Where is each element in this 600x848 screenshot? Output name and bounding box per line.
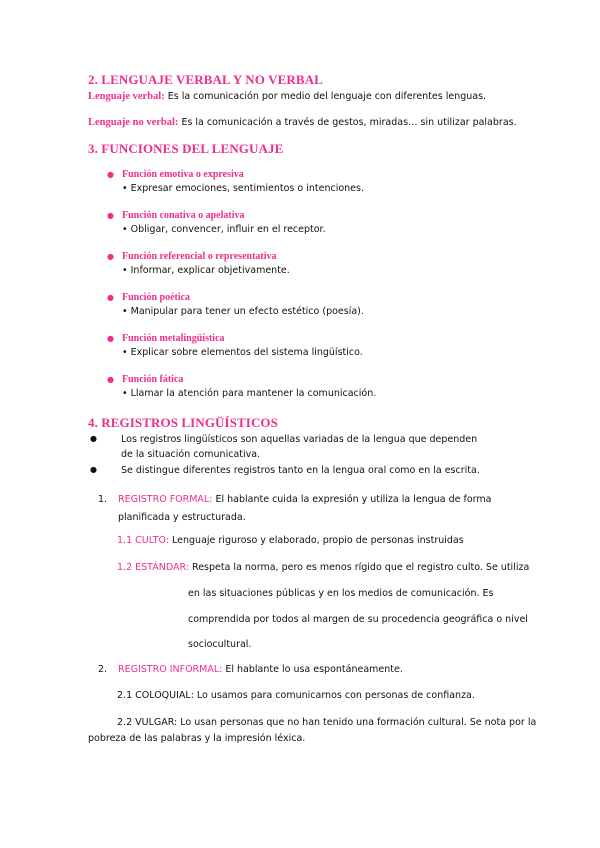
informal-label: REGISTRO INFORMAL: <box>118 664 223 675</box>
section-4-heading: 4. REGISTROS LINGÜÍSTICOS <box>88 415 278 430</box>
bullet-icon: ● <box>107 211 114 220</box>
function-title: Función poética <box>122 292 191 303</box>
informal-text: El hablante lo usa espontáneamente. <box>222 664 403 675</box>
function-desc: • Explicar sobre elementos del sistema lingüístico. <box>122 347 363 358</box>
function-title: Función conativa o apelativa <box>122 210 245 221</box>
bullet-icon: ● <box>90 465 97 474</box>
noverbal-label: Lenguaje no verbal: <box>88 117 179 128</box>
bullet-icon: ● <box>107 293 114 302</box>
culto-line <box>117 535 464 546</box>
function-title: Función fática <box>122 374 184 385</box>
bullet-icon: ● <box>107 252 114 261</box>
function-desc: • Informar, explicar objetivamente. <box>122 265 290 276</box>
estandar-line: comprendida por todos al margen de su procedencia geográfica o nivel <box>188 614 528 625</box>
informal-register <box>118 664 403 675</box>
culto-label: 1.1 CULTO: <box>117 535 170 546</box>
function-title: Función emotiva o expresiva <box>122 169 244 180</box>
noverbal-paragraph <box>88 116 517 130</box>
function-desc: • Expresar emociones, sentimientos o intenciones. <box>122 183 364 194</box>
bullet-icon: ● <box>107 170 114 179</box>
estandar-label: 1.2 ESTÁNDAR: <box>117 562 189 573</box>
bullet-icon: ● <box>107 334 114 343</box>
list-number: 2. <box>98 664 108 675</box>
estandar-line <box>117 562 529 573</box>
formal-label: REGISTRO FORMAL: <box>118 494 213 505</box>
function-desc: • Obligar, convencer, influir en el receptor. <box>122 224 326 235</box>
verbal-text: Es la comunicación por medio del lenguaje con diferentes lenguas. <box>164 91 487 102</box>
bullet-icon: ● <box>107 375 114 384</box>
estandar-text: Respeta la norma, pero es menos rígido que el registro culto. Se utiliza <box>189 562 530 573</box>
coloquial-line: 2.1 COLOQUIAL: Lo usamos para comunicarnos con personas de confianza. <box>117 690 475 701</box>
section-2-heading: 2. LENGUAJE VERBAL Y NO VERBAL <box>88 72 323 87</box>
list-number: 1. <box>98 494 108 505</box>
function-title: Función metalingüística <box>122 333 225 344</box>
vulgar-line: 2.2 VULGAR: Lo usan personas que no han tenido una formación cultural. Se nota por la <box>117 717 537 728</box>
formal-text: El hablante cuida la expresión y utiliza la lengua de forma planificada y estructurada. <box>118 494 492 523</box>
verbal-paragraph <box>88 90 486 104</box>
estandar-line: en las situaciones públicas y en los medios de comunicación. Es <box>188 588 494 599</box>
section-3-heading: 3. FUNCIONES DEL LENGUAJE <box>88 141 284 156</box>
registers-bullet: Se distingue diferentes registros tanto en la lengua oral como en la escrita. <box>121 465 480 476</box>
registers-bullet: Los registros lingüísticos son aquellas variadas de la lengua que dependen de la situación comunicativa. <box>121 434 478 460</box>
culto-text: Lenguaje riguroso y elaborado, propio de personas instruidas <box>169 535 464 546</box>
estandar-line: sociocultural. <box>188 639 252 650</box>
function-title: Función referencial o representativa <box>122 251 277 262</box>
formal-register <box>118 491 518 527</box>
function-desc: • Manipular para tener un efecto estético (poesía). <box>122 306 364 317</box>
noverbal-text: Es la comunicación a través de gestos, miradas… sin utilizar palabras. <box>178 117 517 128</box>
vulgar-line: pobreza de las palabras y la impresión léxica. <box>88 733 306 744</box>
function-desc: • Llamar la atención para mantener la comunicación. <box>122 388 377 399</box>
verbal-label: Lenguaje verbal: <box>88 91 165 102</box>
bullet-icon: ● <box>90 434 97 443</box>
